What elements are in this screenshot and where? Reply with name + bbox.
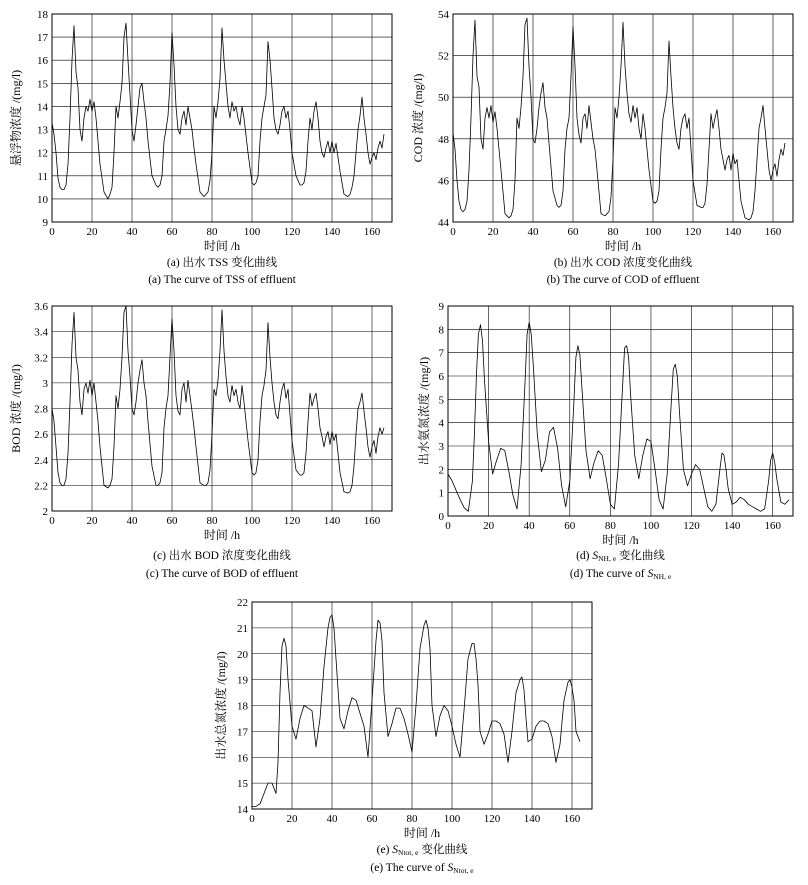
caption-cn-subscript: Ntot, e [398,848,419,857]
y-tick-label: 3.2 [34,352,48,365]
caption-en [570,568,672,581]
y-tick-label: 3 [438,441,444,453]
x-tick-label: 140 [323,515,341,527]
y-tick-label: 2.8 [34,403,48,416]
x-tick-label: 160 [363,515,381,527]
caption-cn [377,842,468,857]
caption-en-prefix: (d) The curve of [569,568,648,580]
y-tick-label: 1 [438,487,444,500]
y-axis-title: COD 浓度 /(mg/l) [411,73,425,163]
x-tick-label: 40 [326,813,338,825]
y-tick-label: 7 [438,347,444,360]
x-axis-title: 时间 /h [403,826,441,840]
x-tick-label: 20 [86,226,98,238]
x-tick-label: 60 [564,520,576,532]
x-tick-label: 0 [249,813,255,825]
y-tick-label: 48 [438,133,449,146]
caption-en-symbol: S [447,862,454,874]
x-tick-label: 60 [366,813,378,825]
x-tick-label: 80 [206,226,218,238]
y-tick-label: 54 [438,9,449,21]
x-tick-label: 80 [604,520,616,532]
x-tick-label: 120 [684,226,702,238]
x-tick-label: 140 [323,226,341,238]
x-tick-label: 80 [406,813,418,825]
caption-cn [576,548,665,563]
y-tick-label: 50 [438,92,449,105]
plot-frame [448,306,793,516]
x-tick-label: 20 [86,515,98,527]
chart-c [8,301,392,580]
x-tick-label: 100 [243,515,261,527]
y-tick-label: 19 [237,674,248,687]
x-tick-label: 100 [243,226,261,238]
caption-en: (c) The curve of BOD of effluent [145,568,299,580]
series-line-a [52,23,384,199]
caption-en-prefix: (e) The curve of [370,862,448,874]
y-tick-label: 2 [42,506,48,518]
y-tick-label: 14 [37,101,48,114]
caption-en: (b) The curve of COD of effluent [546,274,700,286]
y-tick-label: 9 [438,301,444,313]
x-tick-label: 160 [563,813,581,825]
x-tick-label: 20 [483,520,495,532]
plot-frame [453,14,793,222]
x-tick-label: 120 [683,520,700,532]
x-tick-label: 100 [443,813,461,825]
x-tick-label: 140 [723,520,741,532]
caption-en-subscript: Ntot, e [453,866,474,875]
y-tick-label: 13 [37,124,48,137]
y-tick-label: 11 [37,170,48,183]
x-tick-label: 40 [523,520,535,532]
series-line-d [448,322,789,511]
x-axis-title: 时间 /h [203,528,241,542]
x-tick-label: 0 [49,226,55,238]
x-axis-title: 时间 /h [604,239,642,253]
x-tick-label: 160 [764,226,782,238]
y-tick-label: 10 [37,193,48,206]
x-tick-label: 0 [450,226,456,238]
x-tick-label: 160 [764,520,781,532]
y-tick-label: 2 [438,464,444,477]
y-tick-label: 22 [237,597,248,609]
x-tick-label: 100 [642,520,660,532]
y-tick-label: 2.4 [34,454,48,467]
caption-cn-subscript: NH, e [598,554,617,563]
x-tick-label: 60 [166,515,178,527]
chart-b [410,9,793,286]
y-tick-label: 18 [37,9,48,21]
x-tick-label: 20 [286,813,298,825]
y-tick-label: 15 [237,778,248,791]
x-tick-label: 80 [607,226,619,238]
y-tick-label: 14 [237,804,248,816]
y-tick-label: 0 [438,511,444,523]
series-line-b [453,18,785,220]
caption-cn-prefix: (d) [576,550,593,562]
x-tick-label: 40 [126,515,138,527]
y-tick-label: 4 [438,417,444,430]
caption-en-subscript: NH, e [653,572,672,581]
y-tick-label: 12 [37,147,48,160]
x-axis-title: 时间 /h [203,239,241,253]
y-tick-label: 16 [237,752,248,765]
chart-e [213,597,592,875]
y-tick-label: 3.4 [34,326,48,339]
caption-cn-suffix: 变化曲线 [418,844,468,856]
caption-cn: (c) 出水 BOD 浓度变化曲线 [153,550,291,562]
series-line-e [252,615,580,807]
y-axis-title: 出水总氮浓度 /(mg/l) [214,651,228,760]
caption-cn-symbol: S [392,844,399,856]
y-tick-label: 21 [237,622,248,635]
x-tick-label: 60 [166,226,178,238]
caption-en-symbol: S [647,568,654,580]
caption-cn-symbol: S [592,550,599,562]
y-tick-label: 46 [438,175,449,188]
caption-en [370,862,474,875]
y-axis-title: 出水氨氮浓度 /(mg/l) [417,356,431,466]
y-tick-label: 52 [438,50,449,63]
x-tick-label: 0 [445,520,451,532]
x-tick-label: 40 [527,226,539,238]
x-tick-label: 120 [283,515,301,527]
x-tick-label: 140 [724,226,742,238]
chart-a [8,9,392,286]
y-tick-label: 9 [42,217,48,229]
x-axis-title: 时间 /h [602,533,639,547]
x-tick-label: 100 [644,226,662,238]
x-tick-label: 140 [523,813,541,825]
y-tick-label: 16 [37,55,48,68]
y-tick-label: 15 [37,78,48,91]
y-tick-label: 6 [438,371,444,383]
y-tick-label: 18 [237,700,248,713]
x-tick-label: 60 [567,226,579,238]
y-axis-title: BOD 浓度 /(mg/l) [9,364,23,453]
y-tick-label: 17 [37,32,48,45]
y-tick-label: 17 [237,726,248,739]
y-tick-label: 44 [438,217,449,229]
x-tick-label: 40 [126,226,138,238]
y-tick-label: 3 [42,377,48,390]
series-line-c [52,306,384,493]
chart-d [416,301,793,581]
y-tick-label: 8 [438,324,444,337]
x-tick-label: 160 [363,226,381,238]
y-tick-label: 5 [438,394,444,407]
caption-en: (a) The curve of TSS of effluent [148,274,296,286]
y-tick-label: 3.6 [34,301,48,313]
y-tick-label: 2.6 [34,429,48,442]
x-tick-label: 20 [487,226,499,238]
x-tick-label: 120 [483,813,501,825]
y-tick-label: 20 [237,648,248,661]
y-axis-title: 悬浮物浓度 /(mg/l) [9,69,23,167]
caption-cn-prefix: (e) [376,844,393,856]
x-tick-label: 0 [49,515,55,527]
plot-frame [52,14,392,222]
caption-cn-suffix: 变化曲线 [616,550,665,562]
y-tick-label: 2.2 [34,480,48,493]
caption-cn: (a) 出水 TSS 变化曲线 [166,257,278,269]
caption-cn: (b) 出水 COD 浓度变化曲线 [553,257,693,269]
x-tick-label: 120 [283,226,301,238]
x-tick-label: 80 [206,515,218,527]
